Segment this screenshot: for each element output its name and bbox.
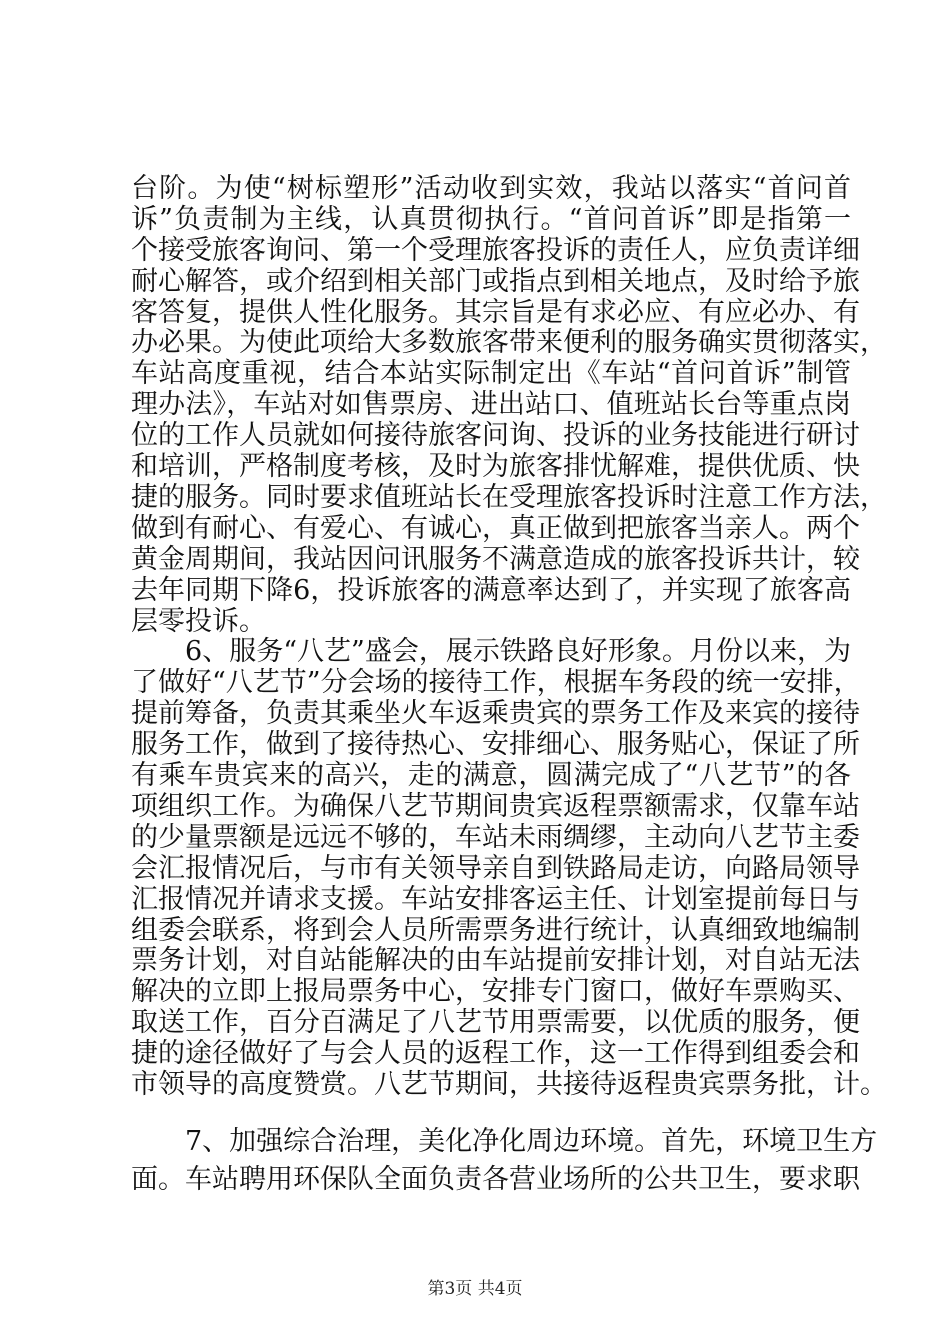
text-line: 的少量票额是远远不够的，车站未雨绸缪，主动向八艺节主委 xyxy=(131,822,860,853)
text-line: 黄金周期间，我站因问讯服务不满意造成的旅客投诉共计，较 xyxy=(131,544,860,575)
text-line: 解决的立即上报局票务中心，安排专门窗口，做好车票购买、 xyxy=(131,976,860,1007)
text-line: 服务工作，做到了接待热心、安排细心、服务贴心，保证了所 xyxy=(131,729,860,760)
text-line: 理办法》，车站对如售票房、进出站口、值班站长台等重点岗 xyxy=(131,389,851,420)
text-line: 客答复，提供人性化服务。其宗旨是有求必应、有应必办、有 xyxy=(131,297,860,328)
text-line: 去年同期下降6，投诉旅客的满意率达到了，并实现了旅客高 xyxy=(131,575,851,606)
text-line: 6、服务“八艺”盛会，展示铁路良好形象。月份以来，为 xyxy=(131,636,851,667)
text-line: 了做好“八艺节”分会场的接待工作，根据车务段的统一安排， xyxy=(131,667,861,698)
text-line: 车站高度重视，结合本站实际制定出《车站“首问首诉”制管 xyxy=(131,358,851,389)
text-line: 诉”负责制为主线，认真贯彻执行。“首问首诉”即是指第一 xyxy=(131,204,851,235)
text-line: 组委会联系，将到会人员所需票务进行统计，认真细致地编制 xyxy=(131,915,860,946)
text-line: 做到有耐心、有爱心、有诚心，真正做到把旅客当亲人。两个 xyxy=(131,513,860,544)
text-line: 捷的途径做好了与会人员的返程工作，这一工作得到组委会和 xyxy=(131,1038,860,1069)
text-line: 有乘车贵宾来的高兴，走的满意，圆满完成了“八艺节”的各 xyxy=(131,760,851,791)
text-line: 提前筹备，负责其乘坐火车返乘贵宾的票务工作及来宾的接待 xyxy=(131,698,860,729)
text-line: 耐心解答，或介绍到相关部门或指点到相关地点，及时给予旅 xyxy=(131,266,860,297)
text-line: 市领导的高度赞赏。八艺节期间，共接待返程贵宾票务批，计。 xyxy=(131,1069,887,1100)
text-line: 台阶。为使“树标塑形”活动收到实效，我站以落实“首问首 xyxy=(131,173,851,204)
text-line: 层零投诉。 xyxy=(131,606,266,637)
text-line: 汇报情况并请求支援。车站安排客运主任、计划室提前每日与 xyxy=(131,884,860,915)
text-line: 票务计划，对自站能解决的由车站提前安排计划，对自站无法 xyxy=(131,945,860,976)
text-line: 项组织工作。为确保八艺节期间贵宾返程票额需求，仅靠车站 xyxy=(131,791,860,822)
text-line: 办必果。为使此项给大多数旅客带来便利的服务确实贯彻落实， xyxy=(131,327,887,358)
text-line: 个接受旅客询问、第一个受理旅客投诉的责任人，应负责详细 xyxy=(131,235,860,266)
text-line: 捷的服务。同时要求值班站长在受理旅客投诉时注意工作方法， xyxy=(131,482,887,513)
text-line: 面。车站聘用环保队全面负责各营业场所的公共卫生，要求职 xyxy=(131,1164,860,1195)
text-line: 和培训，严格制度考核，及时为旅客排忧解难，提供优质、快 xyxy=(131,451,860,482)
text-line: 7、加强综合治理，美化净化周边环境。首先，环境卫生方 xyxy=(131,1126,878,1157)
text-line: 会汇报情况后，与市有关领导亲自到铁路局走访，向路局领导 xyxy=(131,853,860,884)
text-line: 位的工作人员就如何接待旅客问询、投诉的业务技能进行研讨 xyxy=(131,420,860,451)
text-line: 取送工作，百分百满足了八艺节用票需要，以优质的服务，便 xyxy=(131,1007,860,1038)
page-footer: 第3页 共4页 xyxy=(427,1279,523,1299)
